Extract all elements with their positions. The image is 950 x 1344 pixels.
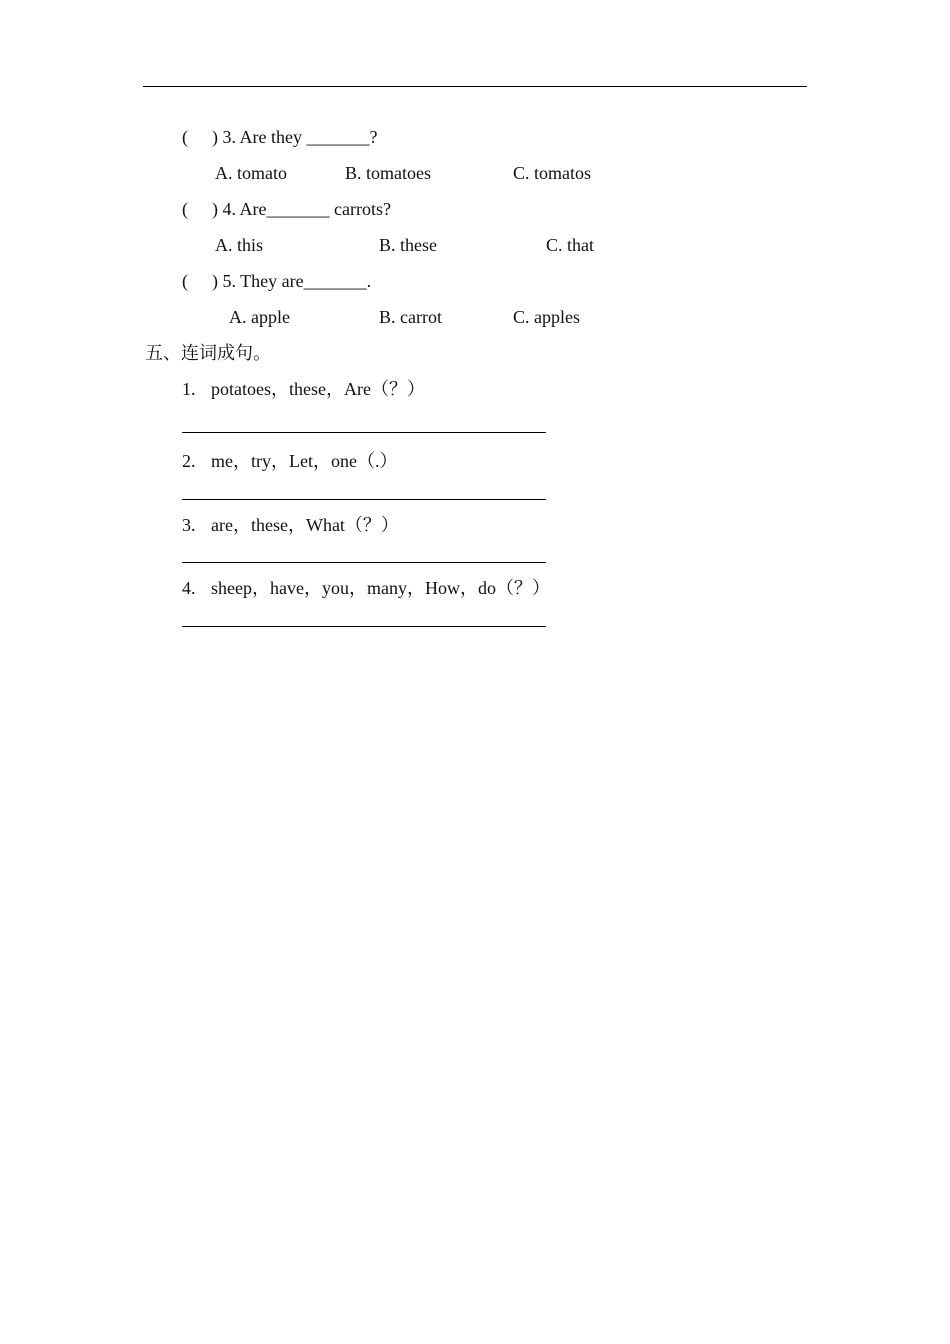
q3-option-a: A. tomato (215, 163, 287, 183)
header-rule (143, 86, 807, 87)
q5-option-c: C. apples (513, 307, 580, 327)
item-3-words: are，these，What（？） (211, 515, 399, 535)
answer-paren-q5: ( (182, 271, 188, 291)
section-5-title: 五、连词成句。 (145, 343, 271, 363)
q3-option-b: B. tomatoes (345, 163, 431, 183)
answer-paren-q4: ( (182, 199, 188, 219)
question-3-text: ) 3. Are they _______? (212, 127, 378, 147)
question-4-text: ) 4. Are_______ carrots? (212, 199, 391, 219)
q4-option-a: A. this (215, 235, 264, 255)
item-1-answer-line[interactable] (182, 432, 546, 433)
q5-option-b: B. carrot (379, 307, 442, 327)
answer-paren-q3: ( (182, 127, 188, 147)
q5-option-a: A. apple (229, 307, 290, 327)
item-3-answer-line[interactable] (182, 562, 546, 563)
q4-option-c: C. that (546, 235, 594, 255)
question-5-text: ) 5. They are_______. (212, 271, 372, 291)
item-4-words: sheep，have，you，many，How，do（？） (211, 578, 550, 598)
q4-option-b: B. these (379, 235, 437, 255)
item-2-words: me，try，Let，one（.） (211, 451, 398, 471)
item-4-answer-line[interactable] (182, 626, 546, 627)
item-4-number: 4. (182, 578, 196, 598)
item-3-number: 3. (182, 515, 196, 535)
item-2-number: 2. (182, 451, 196, 471)
q3-option-c: C. tomatos (513, 163, 592, 183)
item-1-words: potatoes，these，Are（？） (211, 379, 425, 399)
item-2-answer-line[interactable] (182, 499, 546, 500)
item-1-number: 1. (182, 379, 196, 399)
